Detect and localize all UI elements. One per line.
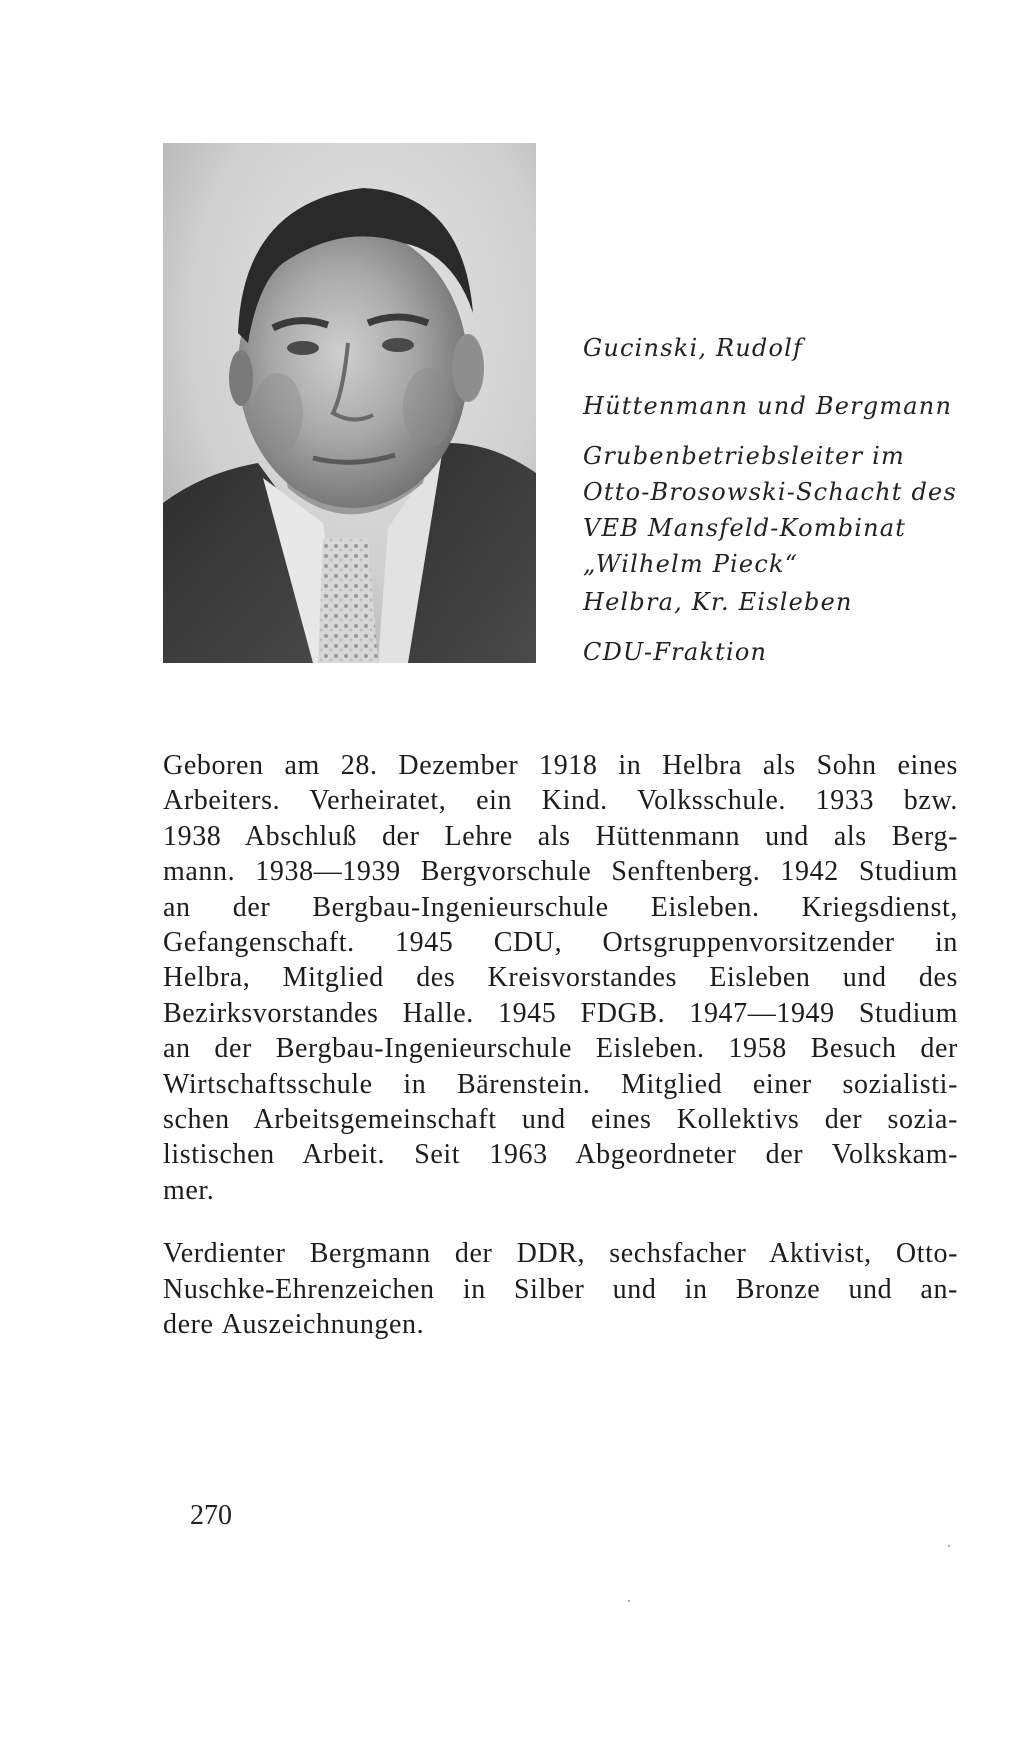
text-line: Nuschke-Ehrenzeichen in Silber und in Bronze und an- <box>163 1273 958 1305</box>
biography <box>163 748 958 1343</box>
text-line: Gefangenschaft. 1945 CDU, Ortsgruppenvorsitzender in <box>163 927 958 959</box>
position-line: VEB Mansfeld-Kombinat <box>583 514 907 542</box>
text-line: listischen Arbeit. Seit 1963 Abgeordneter der Volkskam- <box>163 1139 958 1171</box>
text-line: dere Auszeichnungen. <box>163 1309 425 1341</box>
text-line: an der Bergbau-Ingenieurschule Eisleben. 1958 Besuch der <box>163 1033 958 1065</box>
text-line: 1938 Abschluß der Lehre als Hüttenmann und als Berg- <box>163 820 958 852</box>
member-profession: Hüttenmann und Bergmann <box>583 392 953 420</box>
portrait-photo <box>163 143 536 663</box>
text-line: mann. 1938—1939 Bergvorschule Senftenberg. 1942 Studium <box>163 856 958 888</box>
text-line: Helbra, Mitglied des Kreisvorstandes Eisleben und des <box>163 962 958 994</box>
biography-paragraph-1 <box>163 748 958 1208</box>
position-line: „Wilhelm Pieck“ <box>583 550 799 578</box>
text-line: Arbeiters. Verheiratet, ein Kind. Volksschule. 1933 bzw. <box>163 785 958 817</box>
member-residence: Helbra, Kr. Eisleben <box>583 588 853 616</box>
position-line: Otto-Brosowski-Schacht des <box>583 478 957 506</box>
portrait-image <box>163 143 536 663</box>
text-line: schen Arbeitsgemeinschaft und eines Kollektivs der sozia- <box>163 1104 958 1136</box>
member-name: Gucinski, Rudolf <box>583 334 804 362</box>
position-line: Grubenbetriebsleiter im <box>583 442 905 470</box>
text-line: Verdienter Bergmann der DDR, sechsfacher Aktivist, Otto- <box>163 1238 958 1270</box>
text-line: Bezirksvorstandes Halle. 1945 FDGB. 1947—1949 Studium <box>163 997 958 1029</box>
scan-speck <box>948 1545 950 1547</box>
text-line: Geboren am 28. Dezember 1918 in Helbra als Sohn eines <box>163 750 958 781</box>
biography-paragraph-2 <box>163 1236 958 1342</box>
member-faction: CDU-Fraktion <box>583 638 768 666</box>
text-line: mer. <box>163 1174 215 1206</box>
page-number: 270 <box>190 1500 232 1531</box>
scan-speck <box>628 1600 630 1602</box>
text-line: an der Bergbau-Ingenieurschule Eisleben. Kriegsdienst, <box>163 891 958 923</box>
text-line: Wirtschaftsschule in Bärenstein. Mitglied einer sozialisti- <box>163 1068 958 1100</box>
member-position <box>583 438 957 582</box>
